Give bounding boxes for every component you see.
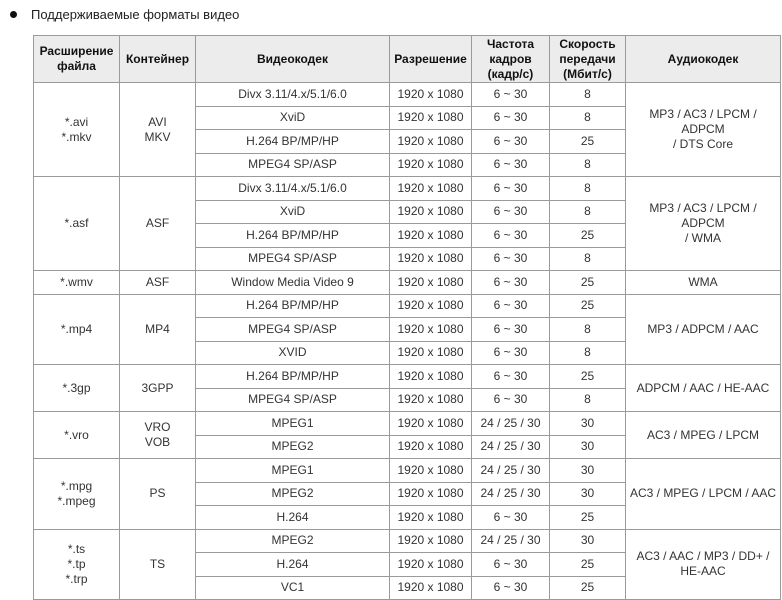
table-body xyxy=(34,83,781,600)
cell-audio: AC3 / MPEG / LPCM / AAC xyxy=(626,459,781,530)
cell-fps: 24 / 25 / 30 xyxy=(472,482,550,506)
header-audio: Аудиокодек xyxy=(626,36,781,83)
cell-extension: *.asf xyxy=(34,177,120,271)
cell-codec: H.264 BP/MP/HP xyxy=(196,365,390,389)
cell-bitrate: 30 xyxy=(550,459,626,483)
cell-resolution: 1920 x 1080 xyxy=(390,412,472,436)
cell-fps: 6 ~ 30 xyxy=(472,83,550,107)
cell-codec: H.264 BP/MP/HP xyxy=(196,224,390,248)
cell-extension: *.vro xyxy=(34,412,120,459)
cell-audio: AC3 / AAC / MP3 / DD+ / HE-AAC xyxy=(626,529,781,600)
cell-fps: 6 ~ 30 xyxy=(472,247,550,271)
cell-fps: 24 / 25 / 30 xyxy=(472,435,550,459)
cell-audio: MP3 / ADPCM / AAC xyxy=(626,294,781,365)
cell-bitrate: 25 xyxy=(550,294,626,318)
section-heading-text: Поддерживаемые форматы видео xyxy=(31,7,240,22)
cell-fps: 6 ~ 30 xyxy=(472,318,550,342)
cell-fps: 6 ~ 30 xyxy=(472,341,550,365)
cell-resolution: 1920 x 1080 xyxy=(390,83,472,107)
cell-resolution: 1920 x 1080 xyxy=(390,341,472,365)
table-row xyxy=(34,83,781,107)
cell-resolution: 1920 x 1080 xyxy=(390,294,472,318)
header-extension: Расширение файла xyxy=(34,36,120,83)
header-bitrate: Скорость передачи (Мбит/с) xyxy=(550,36,626,83)
cell-bitrate: 8 xyxy=(550,341,626,365)
table-row xyxy=(34,412,781,436)
cell-codec: MPEG1 xyxy=(196,459,390,483)
cell-extension: *.3gp xyxy=(34,365,120,412)
cell-resolution: 1920 x 1080 xyxy=(390,106,472,130)
cell-codec: MPEG4 SP/ASP xyxy=(196,153,390,177)
header-container: Контейнер xyxy=(120,36,196,83)
cell-bitrate: 25 xyxy=(550,576,626,600)
cell-fps: 6 ~ 30 xyxy=(472,177,550,201)
section-heading xyxy=(10,7,239,22)
cell-resolution: 1920 x 1080 xyxy=(390,247,472,271)
cell-container: VRO VOB xyxy=(120,412,196,459)
cell-fps: 6 ~ 30 xyxy=(472,506,550,530)
table-row xyxy=(34,529,781,553)
cell-fps: 6 ~ 30 xyxy=(472,106,550,130)
video-formats-table xyxy=(33,35,781,600)
table-row xyxy=(34,271,781,295)
cell-fps: 6 ~ 30 xyxy=(472,224,550,248)
cell-extension: *.wmv xyxy=(34,271,120,295)
cell-fps: 24 / 25 / 30 xyxy=(472,459,550,483)
cell-resolution: 1920 x 1080 xyxy=(390,388,472,412)
cell-container: ASF xyxy=(120,177,196,271)
cell-resolution: 1920 x 1080 xyxy=(390,318,472,342)
cell-codec: MPEG1 xyxy=(196,412,390,436)
header-resolution: Разрешение xyxy=(390,36,472,83)
cell-fps: 6 ~ 30 xyxy=(472,294,550,318)
cell-extension: *.mp4 xyxy=(34,294,120,365)
cell-resolution: 1920 x 1080 xyxy=(390,130,472,154)
header-fps: Частота кадров (кадр/с) xyxy=(472,36,550,83)
cell-bitrate: 30 xyxy=(550,435,626,459)
cell-resolution: 1920 x 1080 xyxy=(390,529,472,553)
cell-bitrate: 8 xyxy=(550,106,626,130)
cell-bitrate: 25 xyxy=(550,365,626,389)
cell-codec: MPEG2 xyxy=(196,435,390,459)
cell-bitrate: 25 xyxy=(550,224,626,248)
cell-bitrate: 8 xyxy=(550,247,626,271)
cell-codec: XviD xyxy=(196,200,390,224)
cell-resolution: 1920 x 1080 xyxy=(390,553,472,577)
cell-container: TS xyxy=(120,529,196,600)
cell-fps: 6 ~ 30 xyxy=(472,130,550,154)
cell-codec: XviD xyxy=(196,106,390,130)
cell-resolution: 1920 x 1080 xyxy=(390,365,472,389)
cell-bitrate: 8 xyxy=(550,318,626,342)
cell-fps: 6 ~ 30 xyxy=(472,576,550,600)
cell-bitrate: 8 xyxy=(550,200,626,224)
table-header-row xyxy=(34,36,781,83)
cell-audio: MP3 / AC3 / LPCM / ADPCM / DTS Core xyxy=(626,83,781,177)
cell-audio: AC3 / MPEG / LPCM xyxy=(626,412,781,459)
bullet-icon xyxy=(10,11,17,18)
cell-fps: 6 ~ 30 xyxy=(472,200,550,224)
cell-codec: MPEG4 SP/ASP xyxy=(196,388,390,412)
cell-fps: 6 ~ 30 xyxy=(472,388,550,412)
cell-extension: *.ts *.tp *.trp xyxy=(34,529,120,600)
cell-fps: 6 ~ 30 xyxy=(472,271,550,295)
cell-resolution: 1920 x 1080 xyxy=(390,224,472,248)
cell-bitrate: 25 xyxy=(550,553,626,577)
cell-codec: H.264 BP/MP/HP xyxy=(196,294,390,318)
cell-resolution: 1920 x 1080 xyxy=(390,271,472,295)
cell-codec: MPEG2 xyxy=(196,482,390,506)
cell-resolution: 1920 x 1080 xyxy=(390,200,472,224)
cell-fps: 6 ~ 30 xyxy=(472,365,550,389)
cell-bitrate: 8 xyxy=(550,177,626,201)
cell-codec: XVID xyxy=(196,341,390,365)
cell-codec: MPEG4 SP/ASP xyxy=(196,318,390,342)
cell-codec: MPEG4 SP/ASP xyxy=(196,247,390,271)
cell-bitrate: 8 xyxy=(550,83,626,107)
cell-bitrate: 30 xyxy=(550,482,626,506)
cell-extension: *.mpg *.mpeg xyxy=(34,459,120,530)
cell-bitrate: 8 xyxy=(550,153,626,177)
cell-codec: Window Media Video 9 xyxy=(196,271,390,295)
cell-codec: H.264 xyxy=(196,553,390,577)
cell-container: MP4 xyxy=(120,294,196,365)
table-row xyxy=(34,294,781,318)
cell-container: PS xyxy=(120,459,196,530)
cell-resolution: 1920 x 1080 xyxy=(390,506,472,530)
cell-fps: 6 ~ 30 xyxy=(472,153,550,177)
cell-audio: WMA xyxy=(626,271,781,295)
cell-codec: Divx 3.11/4.x/5.1/6.0 xyxy=(196,177,390,201)
table-row xyxy=(34,365,781,389)
cell-bitrate: 30 xyxy=(550,529,626,553)
cell-codec: VC1 xyxy=(196,576,390,600)
cell-extension: *.avi *.mkv xyxy=(34,83,120,177)
cell-audio: ADPCM / AAC / HE-AAC xyxy=(626,365,781,412)
cell-bitrate: 25 xyxy=(550,506,626,530)
cell-codec: MPEG2 xyxy=(196,529,390,553)
cell-audio: MP3 / AC3 / LPCM / ADPCM / WMA xyxy=(626,177,781,271)
cell-fps: 24 / 25 / 30 xyxy=(472,412,550,436)
cell-bitrate: 25 xyxy=(550,271,626,295)
cell-container: ASF xyxy=(120,271,196,295)
cell-fps: 24 / 25 / 30 xyxy=(472,529,550,553)
table-row xyxy=(34,459,781,483)
cell-container: AVI MKV xyxy=(120,83,196,177)
cell-resolution: 1920 x 1080 xyxy=(390,482,472,506)
cell-resolution: 1920 x 1080 xyxy=(390,576,472,600)
cell-fps: 6 ~ 30 xyxy=(472,553,550,577)
table-row xyxy=(34,177,781,201)
header-codec: Видеокодек xyxy=(196,36,390,83)
cell-resolution: 1920 x 1080 xyxy=(390,459,472,483)
cell-resolution: 1920 x 1080 xyxy=(390,177,472,201)
cell-container: 3GPP xyxy=(120,365,196,412)
cell-bitrate: 25 xyxy=(550,130,626,154)
cell-resolution: 1920 x 1080 xyxy=(390,435,472,459)
cell-codec: Divx 3.11/4.x/5.1/6.0 xyxy=(196,83,390,107)
cell-bitrate: 8 xyxy=(550,388,626,412)
cell-resolution: 1920 x 1080 xyxy=(390,153,472,177)
cell-codec: H.264 BP/MP/HP xyxy=(196,130,390,154)
cell-codec: H.264 xyxy=(196,506,390,530)
cell-bitrate: 30 xyxy=(550,412,626,436)
